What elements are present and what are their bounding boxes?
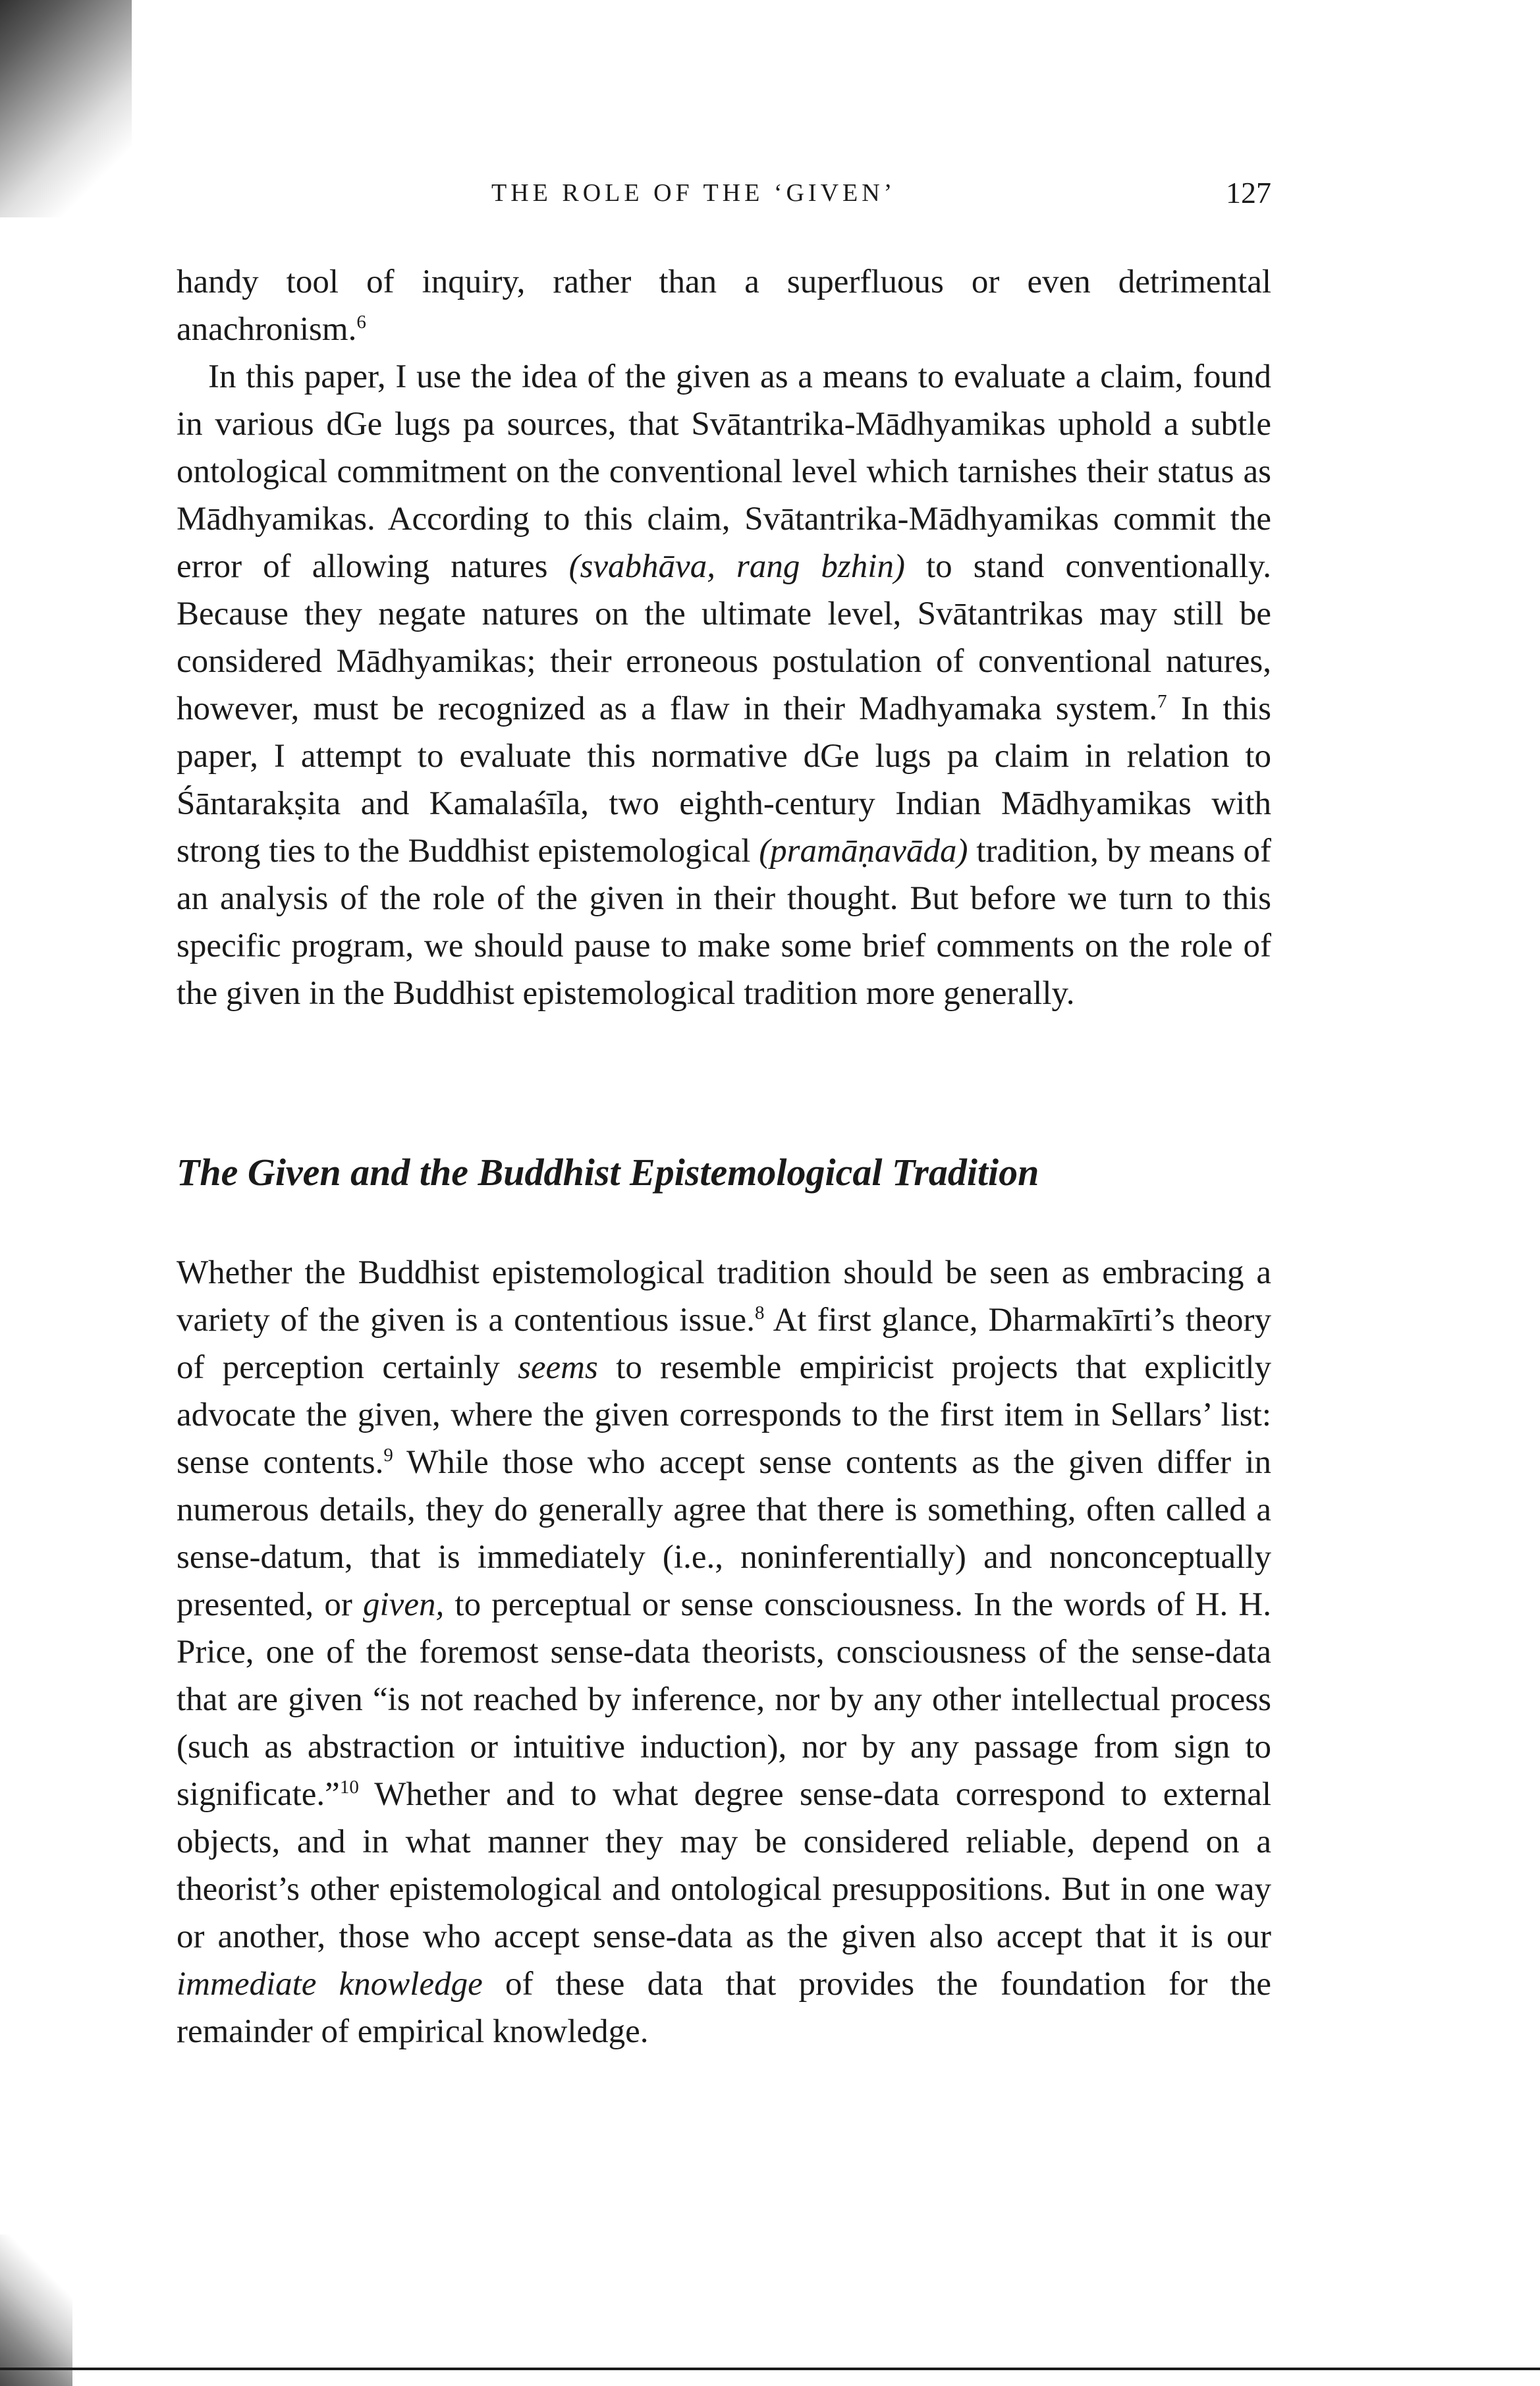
term-svabhava: (svabhāva, rang bzhin): [568, 548, 905, 585]
scan-edge-line: [0, 2368, 1540, 2370]
scan-shadow-top: [0, 0, 132, 217]
footnote-ref-9[interactable]: 9: [383, 1445, 393, 1466]
body-text-lower: [177, 1249, 1271, 2055]
footnote-ref-6[interactable]: 6: [356, 312, 366, 333]
footnote-ref-8[interactable]: 8: [754, 1302, 765, 1323]
running-title: THE ROLE OF THE ‘GIVEN’: [491, 179, 896, 207]
scan-shadow-bottom: [0, 2234, 72, 2386]
footnote-ref-7[interactable]: 7: [1157, 691, 1167, 712]
page-number: 127: [1226, 176, 1271, 209]
paragraph-claim: In this paper, I use the idea of the given as a means to evaluate a claim, found in various dGe lugs pa sources, that Svātantrika-Mādhyamikas uphold a subtle ontological commitment on the conventional level which tarnishes their status as Mādhyamikas. According to this claim, Svātantrika-Mādhyamikas commit the error of allowing natures (svabhāva, rang bzhin) to stand conventionally. Because they negate natures on the ultimate level, Svātantrikas may still be considered Mādhyamikas; their erroneous postulation of conventional natures, however, must be recognized as a flaw in their Madhyamaka system.$^7$ In this paper, I attempt to evaluate this normative dGe lugs pa claim in relation to Śāntarakṣita and Kamalaśīla, two eighth-century Indian Mādhyamikas with strong ties to the Buddhist epistemological (pramāṇavāda) tradition, by means of an analysis of the role of the given in their thought. But before we turn to this specific program, we should pause to make some brief comments on the role of the given in the Buddhist epistemological tradition more generally.: [177, 358, 1272, 1012]
emphasis-seems: seems: [518, 1349, 598, 1386]
footnote-ref-10[interactable]: 10: [339, 1777, 359, 1798]
emphasis-immediate-knowledge: immediate knowledge: [177, 1966, 483, 2003]
section-heading: The Given and the Buddhist Epistemological Tradition: [177, 1151, 1039, 1194]
paragraph-given: Whether the Buddhist epistemological tradition should be seen as embracing a variety of the given is a contentious issue.$^8$ At first glance, Dharmakīrti’s theory of perception certainly seems to resemble empiricist projects that explicitly advocate the given, where the given corresponds to the first item in Sellars’ list: sense contents.$^9$ While those who accept sense contents as the given differ in numerous details, they do generally agree that there is something, often called a sense-datum, that is immediately (i.e., noninferentially) and nonconceptually presented, or given, to perceptual or sense consciousness. In the words of H. H. Price, one of the foremost sense-data theorists, consciousness of the sense-data that are given “is not reached by inference, nor by any other intellectual process (such as abstraction or intuitive induction), nor by any passage from sign to significate.”$^{10}$ Whether and to what degree sense-data correspond to external objects, and in what manner they may be considered reliable, depend on a theorist’s other epistemological and ontological presuppositions. But in one way or another, those who accept sense-data as the given also accept that it is our immediate knowledge of these data that provides the foundation for the remainder of empirical knowledge.: [177, 1254, 1271, 2050]
section-heading-block: [177, 1146, 1271, 1199]
emphasis-given: given,: [363, 1586, 445, 1623]
body-text-upper: [177, 258, 1271, 1017]
term-pramanavada: (pramāṇavāda): [759, 833, 968, 870]
paragraph-continuation: handy tool of inquiry, rather than a superfluous or even detrimental anachronism.$^6$: [177, 264, 1271, 348]
running-head: [491, 170, 1271, 216]
